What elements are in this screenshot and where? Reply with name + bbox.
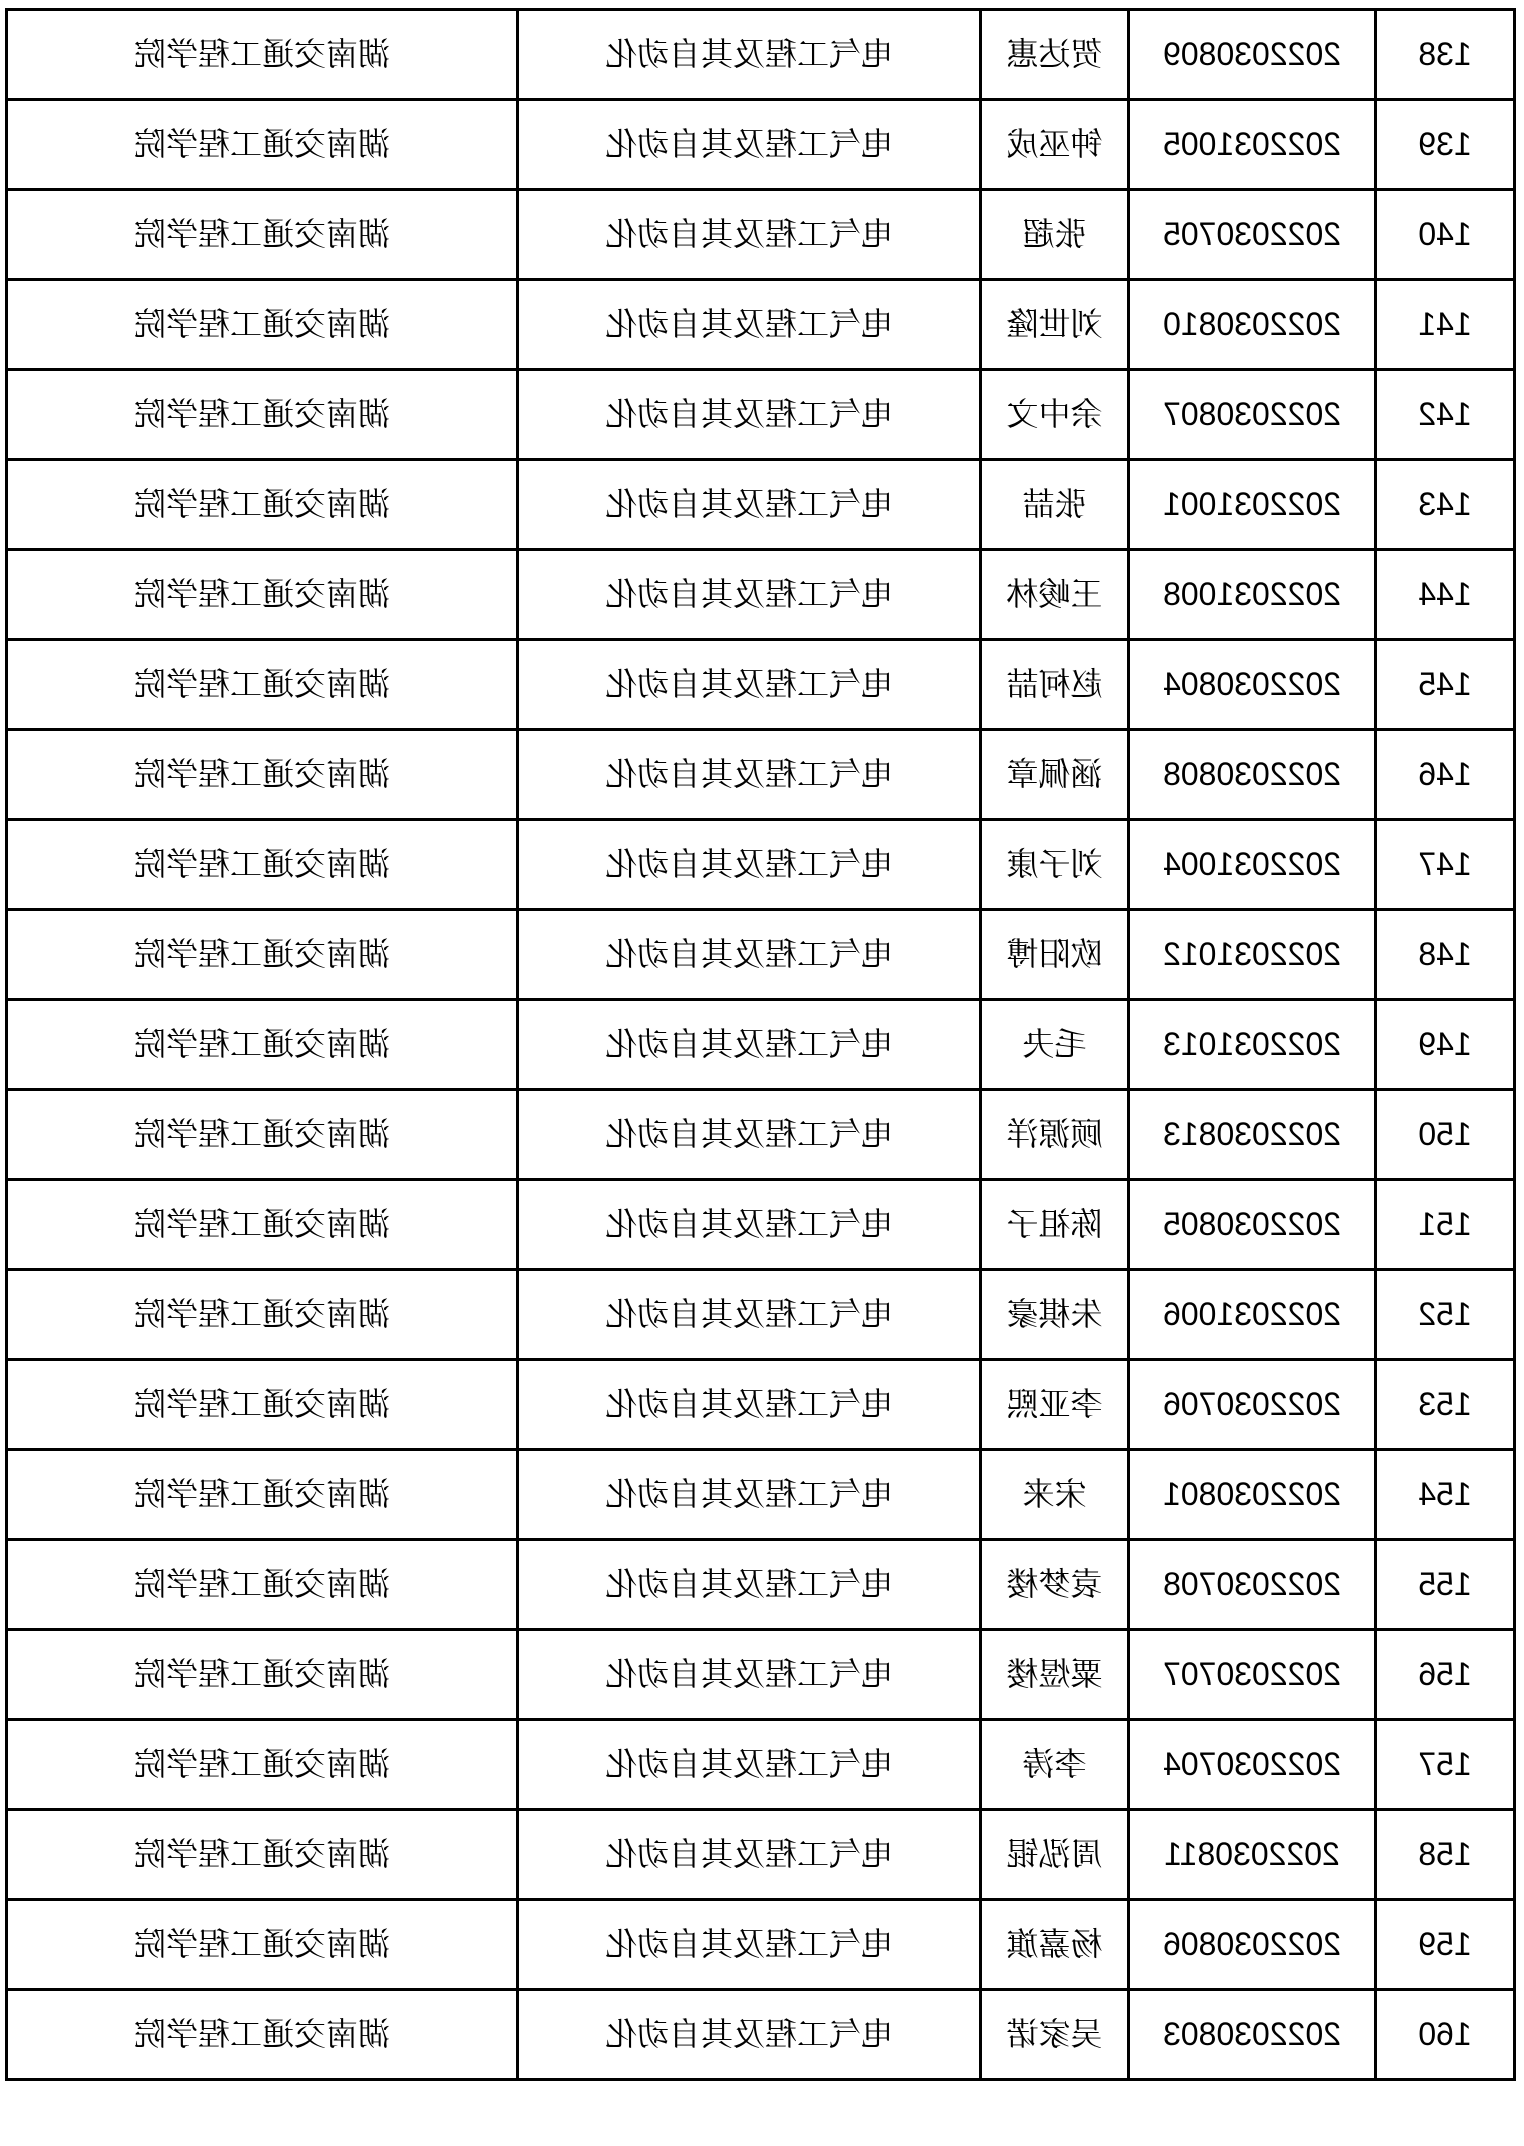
cell-student-id: 2022030808 (1129, 730, 1376, 820)
cell-row-number: 147 (1376, 820, 1515, 910)
cell-row-number: 138 (1376, 10, 1515, 100)
cell-college: 湖南交通工程学院 (7, 1000, 518, 1090)
cell-row-number: 141 (1376, 280, 1515, 370)
cell-row-number: 142 (1376, 370, 1515, 460)
cell-student-id: 2022031005 (1129, 100, 1376, 190)
cell-college: 湖南交通工程学院 (7, 100, 518, 190)
cell-student-id: 2022031012 (1129, 910, 1376, 1000)
table-row (7, 100, 1515, 190)
cell-student-id: 2022030805 (1129, 1180, 1376, 1270)
cell-college: 湖南交通工程学院 (7, 1720, 518, 1810)
cell-college: 湖南交通工程学院 (7, 1540, 518, 1630)
cell-student-name: 贺达惠 (981, 10, 1129, 100)
cell-row-number: 152 (1376, 1270, 1515, 1360)
cell-college: 湖南交通工程学院 (7, 1450, 518, 1540)
cell-student-name: 袁梦楼 (981, 1540, 1129, 1630)
cell-student-name: 李涛 (981, 1720, 1129, 1810)
cell-major: 电气工程及其自动化 (518, 820, 981, 910)
cell-row-number: 143 (1376, 460, 1515, 550)
table-row (7, 1900, 1515, 1990)
cell-college: 湖南交通工程学院 (7, 1180, 518, 1270)
cell-student-name: 毛夬 (981, 1000, 1129, 1090)
table-row (7, 190, 1515, 280)
table-row (7, 1180, 1515, 1270)
cell-major: 电气工程及其自动化 (518, 1000, 981, 1090)
cell-major: 电气工程及其自动化 (518, 550, 981, 640)
cell-major: 电气工程及其自动化 (518, 1540, 981, 1630)
table-row (7, 1270, 1515, 1360)
cell-student-id: 2022030807 (1129, 370, 1376, 460)
cell-student-id: 2022030704 (1129, 1720, 1376, 1810)
cell-student-name: 周泓锟 (981, 1810, 1129, 1900)
cell-row-number: 149 (1376, 1000, 1515, 1090)
cell-student-name: 陈祖子 (981, 1180, 1129, 1270)
cell-student-name: 张喆 (981, 460, 1129, 550)
cell-student-id: 2022030801 (1129, 1450, 1376, 1540)
cell-row-number: 150 (1376, 1090, 1515, 1180)
cell-student-id: 2022030708 (1129, 1540, 1376, 1630)
cell-student-id: 2022031004 (1129, 820, 1376, 910)
cell-student-name: 刘子康 (981, 820, 1129, 910)
table-row (7, 1090, 1515, 1180)
table-row (7, 1630, 1515, 1720)
cell-row-number: 159 (1376, 1900, 1515, 1990)
cell-college: 湖南交通工程学院 (7, 1630, 518, 1720)
cell-student-id: 2022030813 (1129, 1090, 1376, 1180)
cell-row-number: 158 (1376, 1810, 1515, 1900)
table-row (7, 640, 1515, 730)
cell-college: 湖南交通工程学院 (7, 1270, 518, 1360)
cell-college: 湖南交通工程学院 (7, 10, 518, 100)
cell-row-number: 146 (1376, 730, 1515, 820)
cell-college: 湖南交通工程学院 (7, 1360, 518, 1450)
table-row (7, 10, 1515, 100)
cell-major: 电气工程及其自动化 (518, 100, 981, 190)
cell-major: 电气工程及其自动化 (518, 1090, 981, 1180)
cell-major: 电气工程及其自动化 (518, 1990, 981, 2080)
cell-college: 湖南交通工程学院 (7, 1810, 518, 1900)
table-row (7, 1540, 1515, 1630)
cell-student-name: 钟巫成 (981, 100, 1129, 190)
cell-college: 湖南交通工程学院 (7, 190, 518, 280)
cell-college: 湖南交通工程学院 (7, 1090, 518, 1180)
cell-college: 湖南交通工程学院 (7, 1900, 518, 1990)
cell-major: 电气工程及其自动化 (518, 1360, 981, 1450)
table-row (7, 1360, 1515, 1450)
cell-student-name: 涵佩章 (981, 730, 1129, 820)
cell-student-id: 2022030803 (1129, 1990, 1376, 2080)
cell-row-number: 153 (1376, 1360, 1515, 1450)
cell-student-name: 刘世隆 (981, 280, 1129, 370)
cell-college: 湖南交通工程学院 (7, 280, 518, 370)
cell-student-id: 2022030810 (1129, 280, 1376, 370)
cell-student-id: 2022030804 (1129, 640, 1376, 730)
cell-college: 湖南交通工程学院 (7, 460, 518, 550)
roster-table-body (7, 10, 1515, 2080)
cell-college: 湖南交通工程学院 (7, 1990, 518, 2080)
cell-row-number: 151 (1376, 1180, 1515, 1270)
cell-college: 湖南交通工程学院 (7, 730, 518, 820)
cell-college: 湖南交通工程学院 (7, 370, 518, 460)
cell-row-number: 139 (1376, 100, 1515, 190)
cell-row-number: 148 (1376, 910, 1515, 1000)
cell-student-name: 余中文 (981, 370, 1129, 460)
cell-student-id: 2022030706 (1129, 1360, 1376, 1450)
mirrored-table-wrapper (8, 8, 1516, 2081)
cell-student-name: 赵柯喆 (981, 640, 1129, 730)
cell-row-number: 155 (1376, 1540, 1515, 1630)
table-row (7, 370, 1515, 460)
cell-major: 电气工程及其自动化 (518, 1810, 981, 1900)
cell-row-number: 157 (1376, 1720, 1515, 1810)
cell-row-number: 156 (1376, 1630, 1515, 1720)
cell-major: 电气工程及其自动化 (518, 910, 981, 1000)
roster-table (5, 8, 1516, 2081)
cell-student-id: 2022031001 (1129, 460, 1376, 550)
cell-student-name: 欧阳博 (981, 910, 1129, 1000)
table-row (7, 820, 1515, 910)
cell-major: 电气工程及其自动化 (518, 280, 981, 370)
cell-student-id: 2022030811 (1129, 1810, 1376, 1900)
table-row (7, 1450, 1515, 1540)
cell-college: 湖南交通工程学院 (7, 550, 518, 640)
cell-student-id: 2022030806 (1129, 1900, 1376, 1990)
cell-student-name: 王峻林 (981, 550, 1129, 640)
cell-student-name: 顾源洋 (981, 1090, 1129, 1180)
cell-student-name: 吴家诺 (981, 1990, 1129, 2080)
table-row (7, 280, 1515, 370)
cell-major: 电气工程及其自动化 (518, 1180, 981, 1270)
cell-major: 电气工程及其自动化 (518, 1900, 981, 1990)
table-row (7, 1810, 1515, 1900)
cell-row-number: 140 (1376, 190, 1515, 280)
cell-student-id: 2022030809 (1129, 10, 1376, 100)
cell-college: 湖南交通工程学院 (7, 820, 518, 910)
cell-major: 电气工程及其自动化 (518, 1270, 981, 1360)
cell-major: 电气工程及其自动化 (518, 1630, 981, 1720)
cell-student-id: 2022030707 (1129, 1630, 1376, 1720)
cell-major: 电气工程及其自动化 (518, 1450, 981, 1540)
cell-college: 湖南交通工程学院 (7, 910, 518, 1000)
cell-row-number: 145 (1376, 640, 1515, 730)
table-row (7, 1990, 1515, 2080)
table-row (7, 1000, 1515, 1090)
cell-major: 电气工程及其自动化 (518, 1720, 981, 1810)
cell-student-name: 李亚熙 (981, 1360, 1129, 1450)
cell-student-name: 朱棋豪 (981, 1270, 1129, 1360)
table-row (7, 460, 1515, 550)
cell-major: 电气工程及其自动化 (518, 190, 981, 280)
cell-major: 电气工程及其自动化 (518, 730, 981, 820)
cell-major: 电气工程及其自动化 (518, 460, 981, 550)
cell-student-id: 2022031013 (1129, 1000, 1376, 1090)
table-row (7, 910, 1515, 1000)
cell-row-number: 160 (1376, 1990, 1515, 2080)
table-row (7, 1720, 1515, 1810)
cell-major: 电气工程及其自动化 (518, 10, 981, 100)
cell-student-name: 杨嘉旗 (981, 1900, 1129, 1990)
cell-student-id: 2022031008 (1129, 550, 1376, 640)
cell-student-name: 张超 (981, 190, 1129, 280)
cell-major: 电气工程及其自动化 (518, 640, 981, 730)
cell-student-id: 2022030705 (1129, 190, 1376, 280)
cell-student-name: 粟煜楼 (981, 1630, 1129, 1720)
cell-row-number: 144 (1376, 550, 1515, 640)
cell-row-number: 154 (1376, 1450, 1515, 1540)
cell-college: 湖南交通工程学院 (7, 640, 518, 730)
table-row (7, 730, 1515, 820)
table-row (7, 550, 1515, 640)
cell-major: 电气工程及其自动化 (518, 370, 981, 460)
cell-student-name: 宋来 (981, 1450, 1129, 1540)
cell-student-id: 2022031006 (1129, 1270, 1376, 1360)
